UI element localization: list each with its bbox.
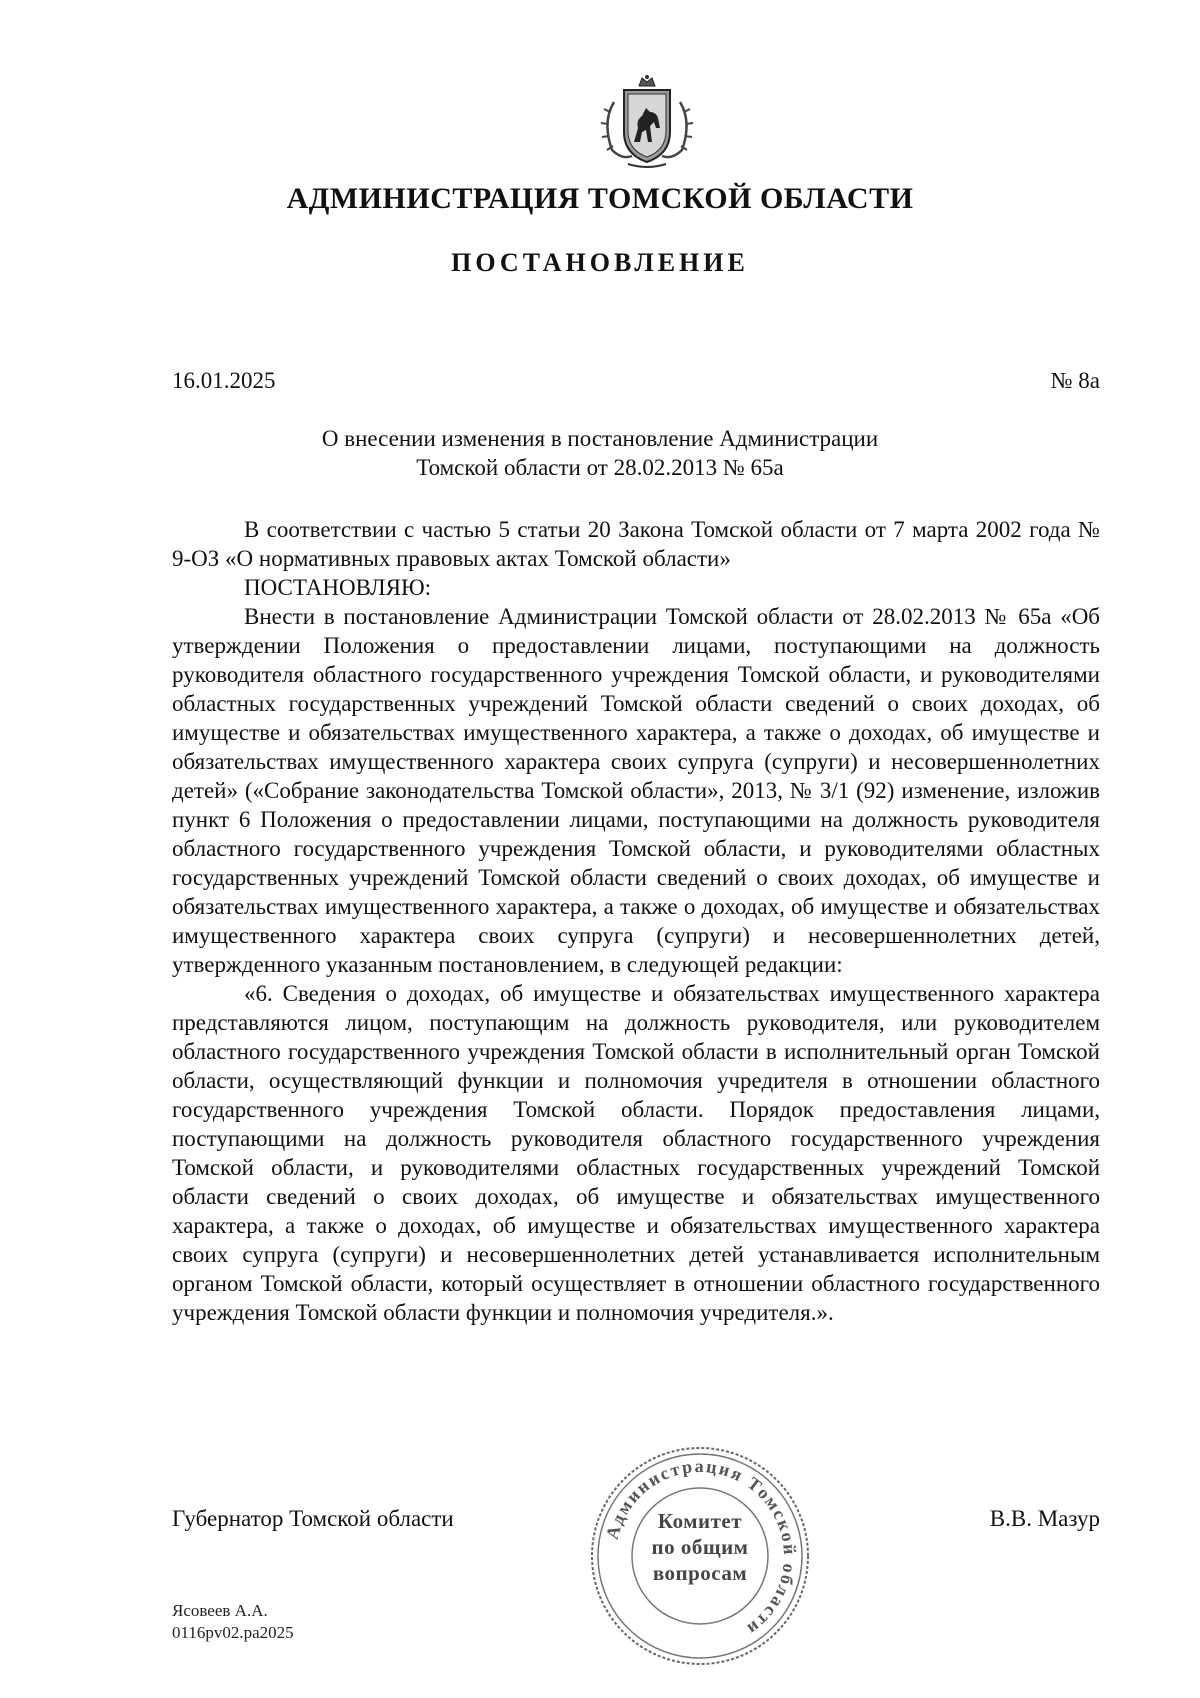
document-date: 16.01.2025 [172,368,276,393]
subject-line: Томской области от 28.02.2013 № 65а [416,455,784,480]
paragraph-new-clause: «6. Сведения о доходах, об имуществе и обязательствах имущественного характера представляются лицом, поступающим на должность руководителя, или руководителем областного государственного учреждения Томской области в исполнительный орган Томской области, осуществляющий функции и полномочия учредителя в отношении областного государственного учреждения Томской области. Порядок предоставления лицами, поступающими на должность руководителя областного государственного учреждения Томской области, и руководителями областных государственных учреждений Томской области сведений о своих доходах, об имуществе и обязательствах имущественного характера, а также о доходах, об имуществе и обязательствах имущественного характера своих супруга (супруги) и несовершеннолетних детей устанавливается исполнительным органом Томской области, который осуществляет в отношении областного государственного учреждения Томской области функции и полномочия учредителя.». [172,981,1100,1325]
stamp-center-text [640,1508,760,1586]
paragraph-resolve: ПОСТАНОВЛЯЮ: [244,575,432,600]
paragraph-amendment: Внести в постановление Администрации Томской области от 28.02.2013 № 65а «Об утверждении Положения о предоставлении лицами, поступающими на должность руководителя областного государственного учреждения Томской области, и руководителями областных государственных учреждений Томской области сведений о своих доходах, об имуществе и обязательствах имущественного характера, а также о доходах, об имуществе и обязательствах имущественного характера своих супруга (супруги) и несовершеннолетних детей» («Собрание законодательства Томской области», 2013, № 3/1 (92) изменение, изложив пункт 6 Положения о предоставлении лицами, поступающими на должность руководителя областного государственного учреждения Томской области, и руководителями областных государственных учреждений Томской области сведений о своих доходах, об имуществе и обязательствах имущественного характера, а также о доходах, об имуществе и обязательствах имущественного характера своих супруга (супруги) и несовершеннолетних детей, утвержденного указанным постановлением, в следующей редакции: [172,604,1100,977]
stamp-ring-text: Администрация Томской области [601,1455,801,1641]
stamp-line: вопросам [652,1561,748,1585]
document-number: № 8а [1050,368,1100,393]
stamp-line: по общим [651,1535,749,1559]
organization-title: АДМИНИСТРАЦИЯ ТОМСКОЙ ОБЛАСТИ [286,182,914,215]
signatory-role: Губернатор Томской области [172,1506,454,1531]
executor-code: 0116рv02.ра2025 [172,1623,294,1642]
executor-info [172,1600,294,1644]
subject-line: О внесении изменения в постановление Администрации [321,426,879,451]
paragraph-preamble: В соответствии с частью 5 статьи 20 Закона Томской области от 7 марта 2002 года № 9-ОЗ «О нормативных правовых актах Томской области» [172,517,1100,571]
executor-name: Ясовеев А.А. [172,1601,268,1620]
document-body [172,515,1100,1327]
document-subject [0,424,1200,482]
coat-of-arms-icon [594,72,700,172]
stamp-line: Комитет [657,1509,743,1533]
document-type: ПОСТАНОВЛЕНИЕ [451,248,749,277]
signatory-name: В.В. Мазур [989,1506,1100,1531]
